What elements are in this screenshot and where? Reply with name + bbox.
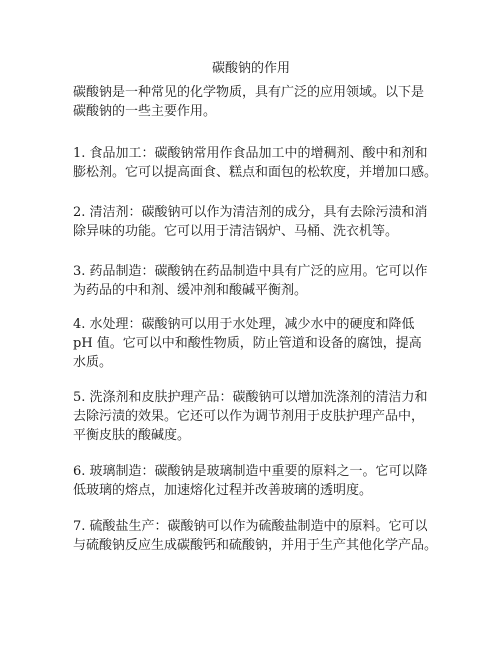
section-detergent-skincare bbox=[73, 388, 428, 445]
intro-paragraph bbox=[73, 83, 424, 121]
section-sulfate-production bbox=[73, 517, 437, 555]
paragraph-line: 水质。 bbox=[73, 355, 113, 370]
section-food-processing bbox=[73, 144, 437, 182]
paragraph-line: 与硫酸钠反应生成碳酸钙和硫酸钠，并用于生产其他化学产品。 bbox=[73, 538, 438, 553]
paragraph-line: 去除污渍的效果。它还可以作为调节剂用于皮肤护理产品中， bbox=[73, 409, 425, 424]
paragraph-line: 2. 清洁剂：碳酸钠可以作为清洁剂的成分，具有去除污渍和消 bbox=[73, 205, 428, 220]
paragraph-line: 7. 硫酸盐生产：碳酸钠可以作为硫酸盐制造中的原料。它可以 bbox=[73, 519, 428, 534]
section-cleaning-agent bbox=[73, 203, 428, 241]
paragraph-line: 平衡皮肤的酸碱度。 bbox=[73, 428, 191, 443]
paragraph-line: 5. 洗涤剂和皮肤护理产品：碳酸钠可以增加洗涤剂的清洁力和 bbox=[73, 390, 428, 405]
paragraph-line: 1. 食品加工：碳酸钠常用作食品加工中的增稠剂、酸中和剂和 bbox=[73, 146, 428, 161]
section-water-treatment bbox=[73, 315, 422, 372]
paragraph-line: 膨松剂。它可以提高面食、糕点和面包的松软度，并增加口感。 bbox=[73, 165, 438, 180]
paragraph-line: pH 值。它可以中和酸性物质，防止管道和设备的腐蚀，提高 bbox=[73, 336, 422, 351]
paragraph-line: 6. 玻璃制造：碳酸钠是玻璃制造中重要的原料之一。它可以降 bbox=[73, 464, 428, 479]
paragraph-line: 低玻璃的熔点，加速熔化过程并改善玻璃的透明度。 bbox=[73, 483, 373, 498]
document-title: 碳酸钠的作用 bbox=[211, 61, 290, 76]
section-glass-manufacturing bbox=[73, 462, 428, 500]
paragraph-line: 碳酸钠的一些主要作用。 bbox=[73, 104, 217, 119]
paragraph-line: 碳酸钠是一种常见的化学物质，具有广泛的应用领域。以下是 bbox=[73, 85, 425, 100]
paragraph-line: 4. 水处理：碳酸钠可以用于水处理，减少水中的硬度和降低 bbox=[73, 317, 415, 332]
paragraph-line: 3. 药品制造：碳酸钠在药品制造中具有广泛的应用。它可以作 bbox=[73, 264, 428, 279]
section-drug-manufacturing bbox=[73, 262, 428, 300]
paragraph-line: 为药品的中和剂、缓冲剂和酸碱平衡剂。 bbox=[73, 283, 308, 298]
paragraph-line: 除异味的功能。它可以用于清洁锅炉、马桶、洗衣机等。 bbox=[73, 224, 399, 239]
